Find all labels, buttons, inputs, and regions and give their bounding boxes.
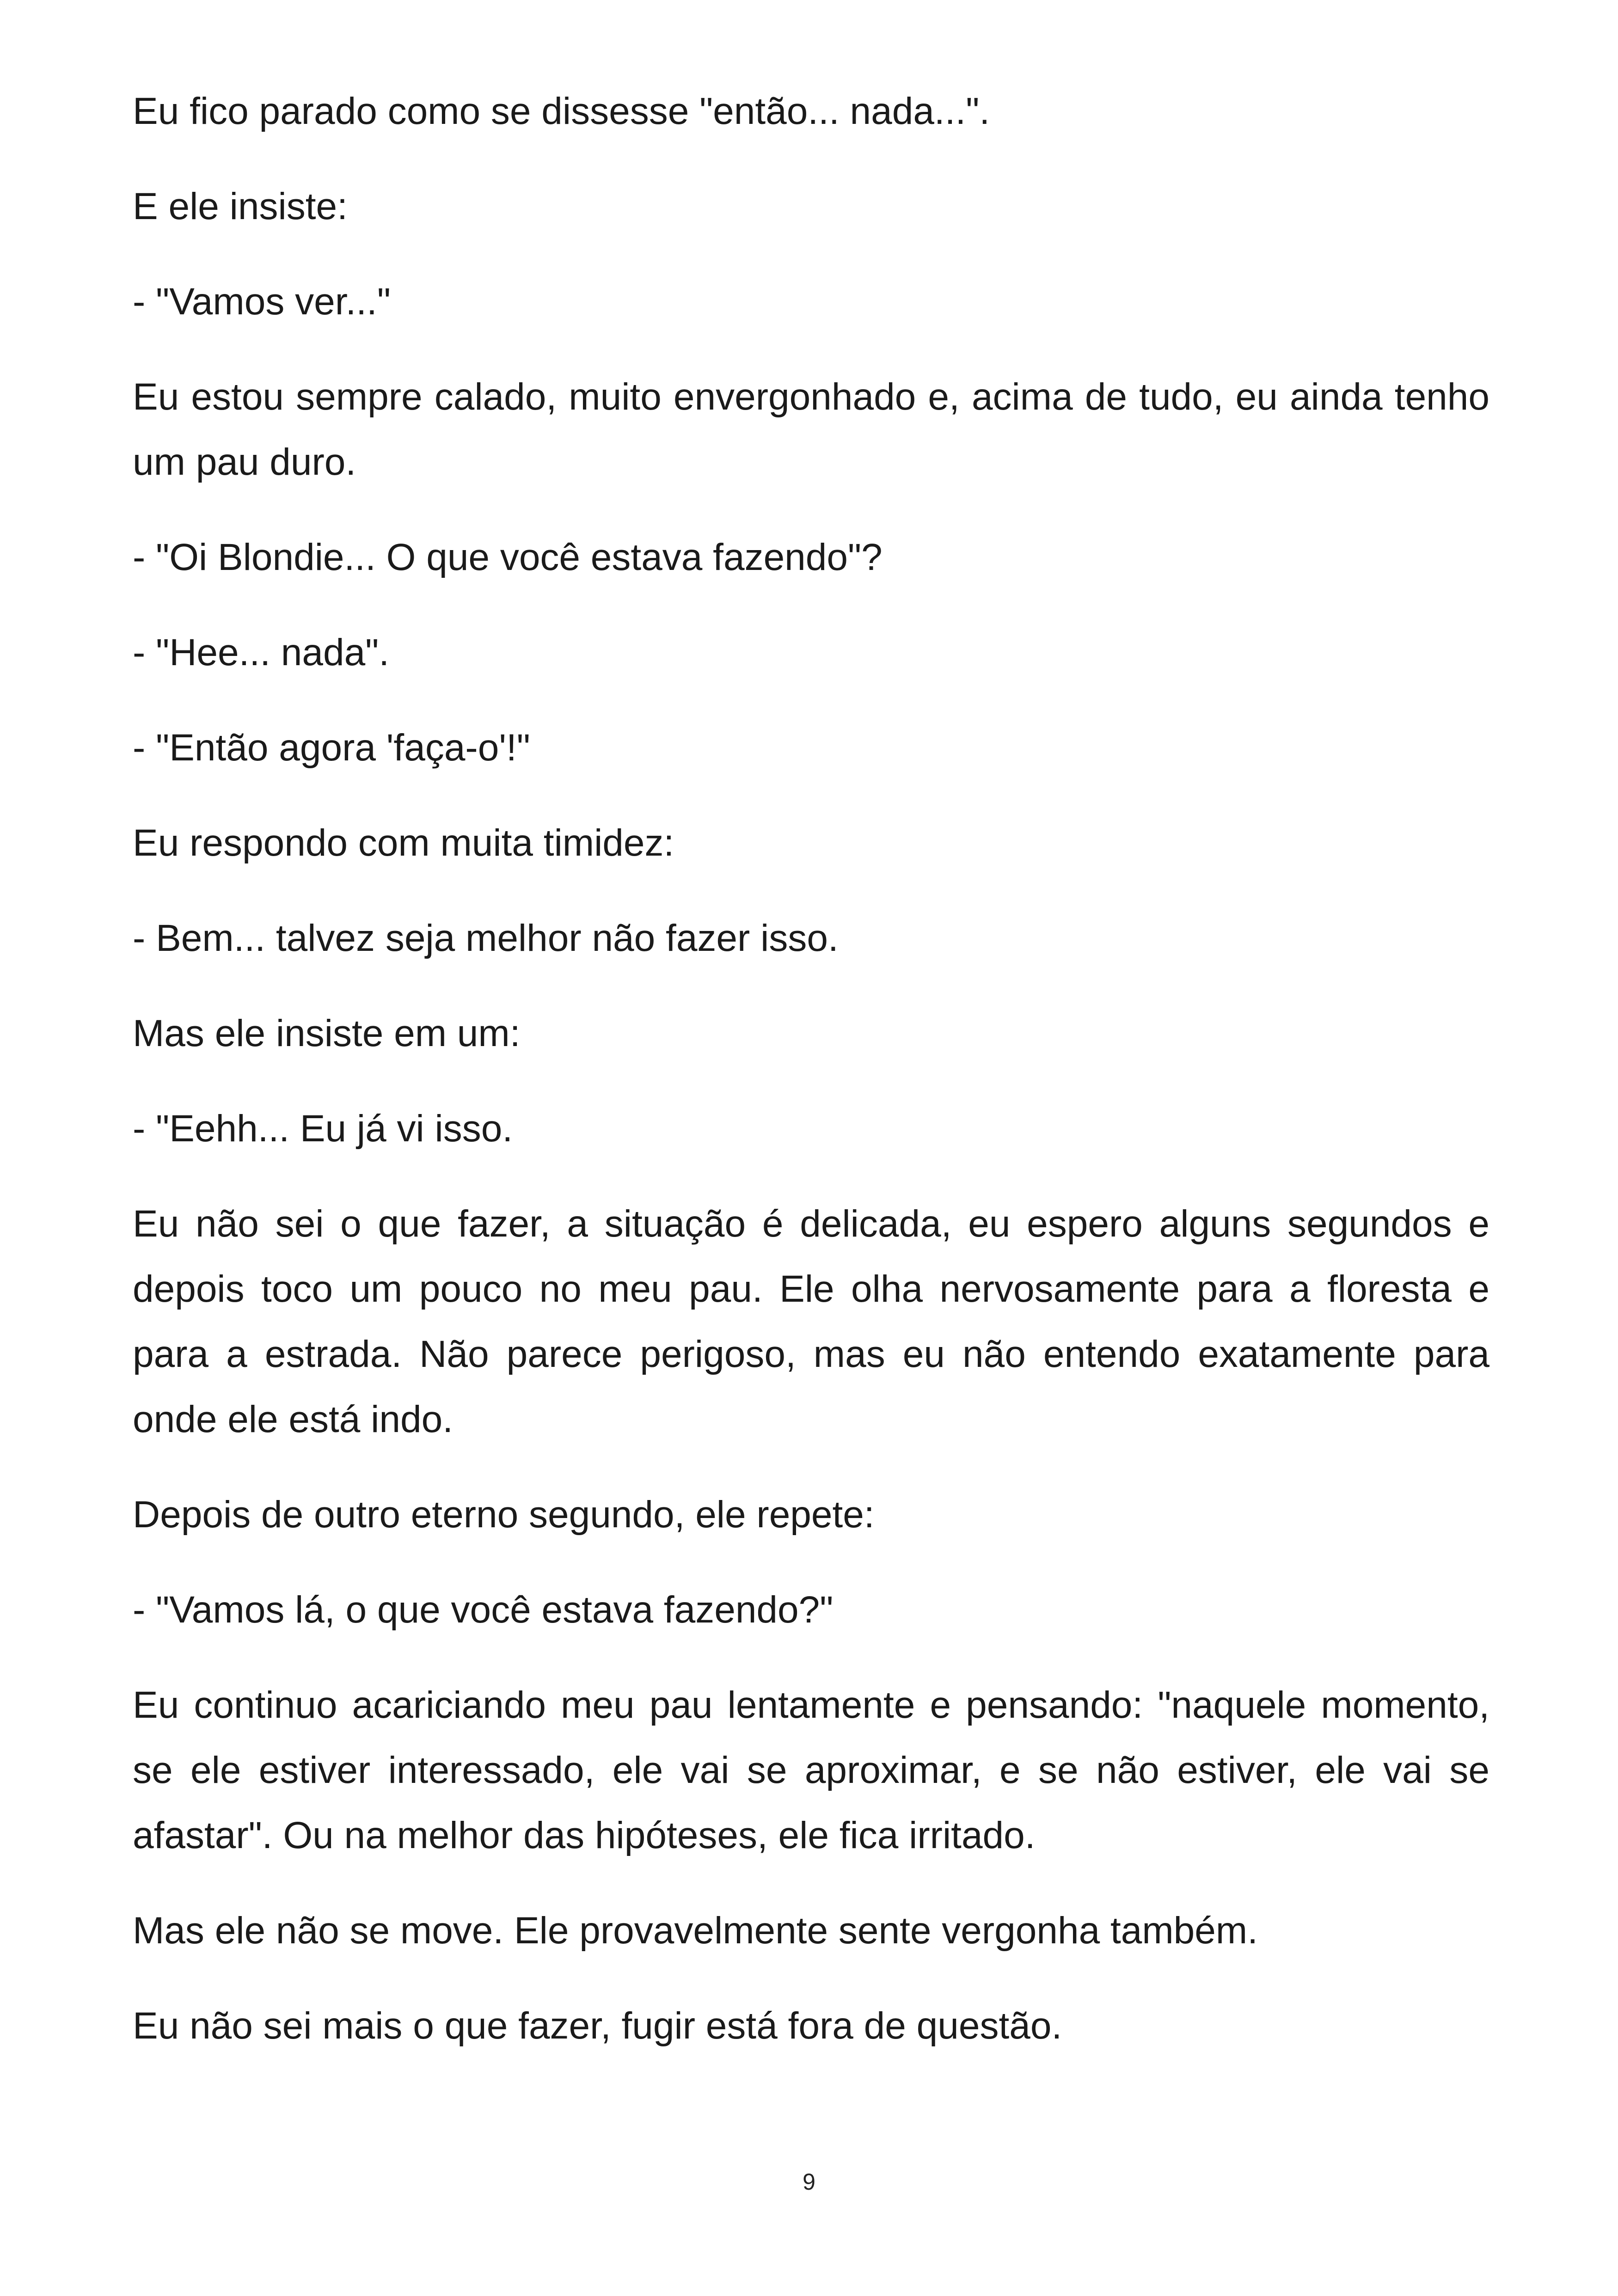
paragraph: Eu não sei mais o que fazer, fugir está fora de questão. — [133, 2005, 1062, 2047]
paragraph: Mas ele não se move. Ele provavelmente sente vergonha também. — [133, 1910, 1258, 1952]
paragraph: - "Então agora 'faça-o'!" — [133, 727, 530, 769]
document-body — [133, 79, 1489, 2088]
paragraph: Eu continuo acariciando meu pau lentamente e pensando: "naquele momento, se ele estiver interessado, ele vai se aproximar, e se não estiver, ele vai se afastar". Ou na melhor das hipóteses, ele fica irritado. — [133, 1684, 1489, 1856]
page-number: 9 — [803, 2169, 815, 2195]
paragraph: Mas ele insiste em um: — [133, 1012, 521, 1054]
paragraph: Eu não sei o que fazer, a situação é delicada, eu espero alguns segundos e depois toco um pouco no meu pau. Ele olha nervosamente para a floresta e para a estrada. Não parece perigoso, mas eu não entendo exatamente para onde ele está indo. — [133, 1203, 1489, 1440]
paragraph: - "Vamos ver..." — [133, 281, 391, 323]
paragraph: - "Eehh... Eu já vi isso. — [133, 1108, 513, 1150]
paragraph: - "Hee... nada". — [133, 631, 390, 673]
paragraph: Eu estou sempre calado, muito envergonhado e, acima de tudo, eu ainda tenho um pau duro. — [133, 376, 1489, 483]
paragraph: - "Oi Blondie... O que você estava fazendo"? — [133, 536, 883, 578]
paragraph: E ele insiste: — [133, 185, 348, 227]
paragraph: Depois de outro eterno segundo, ele repete: — [133, 1494, 875, 1536]
paragraph: - "Vamos lá, o que você estava fazendo?" — [133, 1589, 834, 1631]
paragraph: - Bem... talvez seja melhor não fazer isso. — [133, 917, 839, 959]
paragraph: Eu fico parado como se dissesse "então... nada...". — [133, 90, 990, 132]
paragraph: Eu respondo com muita timidez: — [133, 822, 674, 864]
